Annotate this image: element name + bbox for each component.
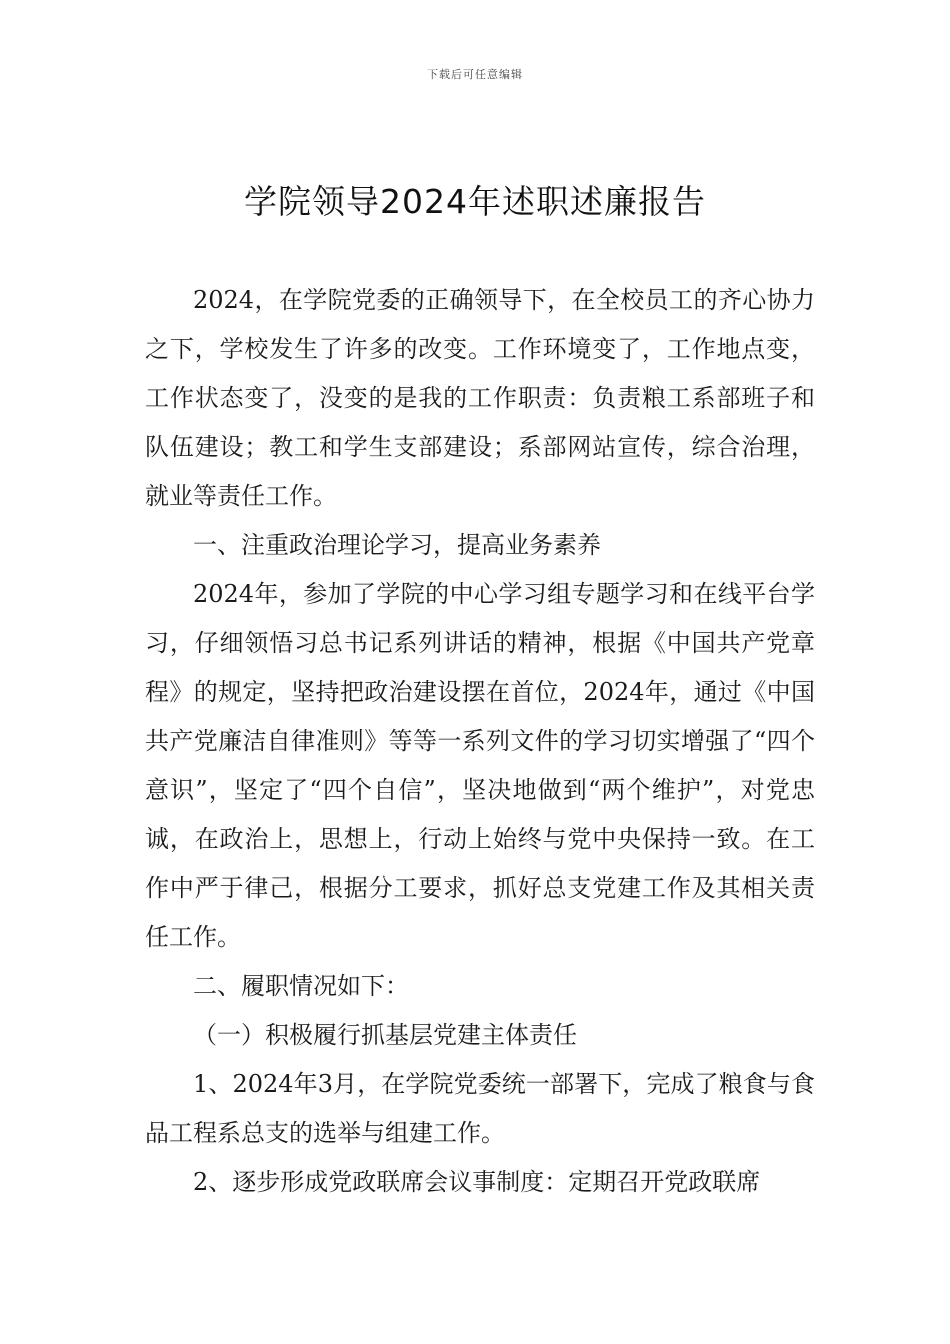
subsection-heading-1: （一）积极履行抓基层党建主体责任	[193, 1021, 577, 1049]
section-heading-2: 二、履职情况如下：	[193, 972, 409, 1000]
document-body	[145, 276, 815, 1207]
list-item-1: 1、2024年3月，在学院党委统一部署下，完成了粮食与食品工程系总支的选举与组建工作。	[145, 1070, 815, 1147]
document-title: 学院领导2024年述职述廉报告	[244, 182, 706, 221]
list-item-2: 2、逐步形成党政联席会议事制度：定期召开党政联席	[193, 1168, 761, 1196]
header-note: 下载后可任意编辑	[427, 68, 523, 81]
paragraph-intro: 2024，在学院党委的正确领导下，在全校员工的齐心协力之下，学校发生了许多的改变。工作环境变了，工作地点变，工作状态变了，没变的是我的工作职责：负责粮工系部班子和队伍建设；教工和学生支部建设；系部网站宣传，综合治理，就业等责任工作。	[145, 286, 815, 510]
paragraph-study: 2024年，参加了学院的中心学习组专题学习和在线平台学习，仔细领悟习总书记系列讲话的精神，根据《中国共产党章程》的规定，坚持把政治建设摆在首位，2024年，通过《中国共产党廉洁自律准则》等等一系列文件的学习切实增强了“四个意识”，坚定了“四个自信”，坚决地做到“两个维护”，对党忠诚，在政治上，思想上，行动上始终与党中央保持一致。在工作中严于律己，根据分工要求，抓好总支党建工作及其相关责任工作。	[145, 580, 815, 951]
section-heading-1: 一、注重政治理论学习，提高业务素养	[193, 531, 601, 559]
